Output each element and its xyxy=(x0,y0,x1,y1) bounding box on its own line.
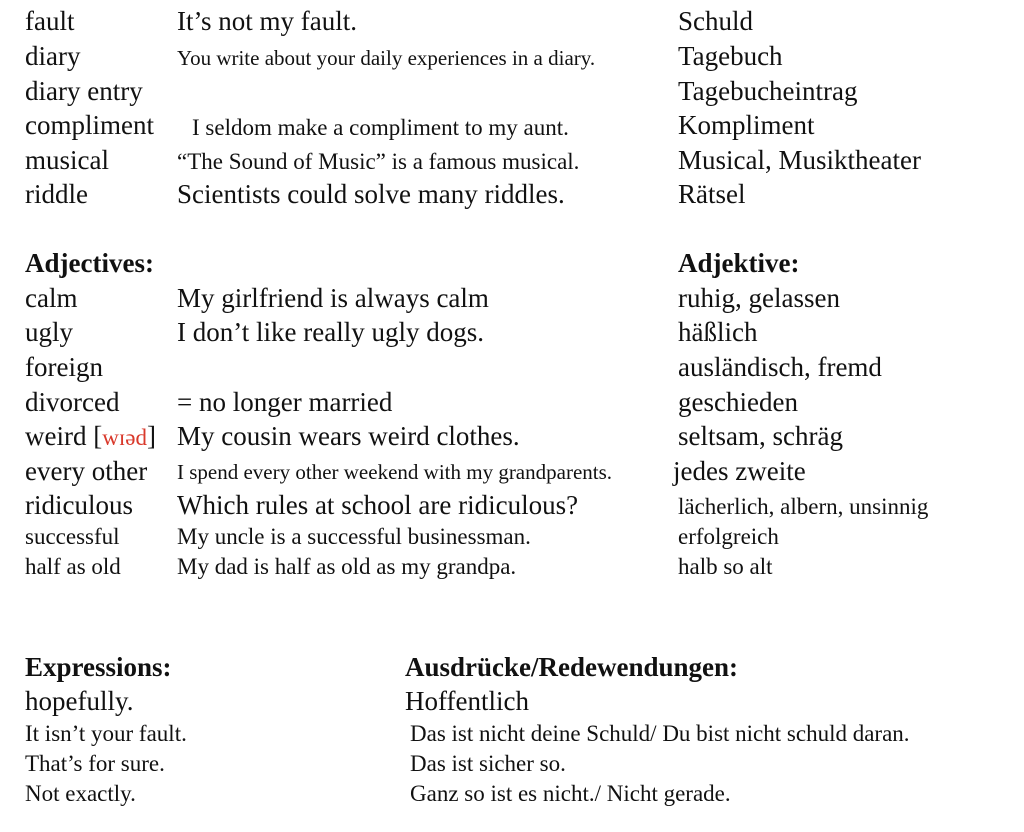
vocab-word-with-pronunciation xyxy=(25,423,156,450)
vocab-translation: ausländisch, fremd xyxy=(678,352,882,382)
vocab-word: weird xyxy=(25,421,87,451)
vocab-example: I spend every other weekend with my grandparents. xyxy=(177,460,613,484)
vocab-translation: geschieden xyxy=(678,387,798,417)
vocab-word: successful xyxy=(25,524,120,549)
vocab-example: “The Sound of Music” is a famous musical. xyxy=(177,149,580,174)
vocab-example: My uncle is a successful businessman. xyxy=(177,524,531,549)
vocab-word: fault xyxy=(25,6,75,36)
vocab-translation: ruhig, gelassen xyxy=(678,283,840,313)
vocab-example: Which rules at school are ridiculous? xyxy=(177,490,579,520)
vocab-translation: halb so alt xyxy=(678,554,773,579)
vocab-example: Scientists could solve many riddles. xyxy=(177,179,565,209)
vocab-translation: seltsam, schräg xyxy=(678,421,843,451)
expression-de: Das ist nicht deine Schuld/ Du bist nicht schuld daran. xyxy=(410,721,910,746)
vocab-example: My cousin wears weird clothes. xyxy=(177,421,520,451)
vocab-word: diary xyxy=(25,41,81,71)
expressions-heading: Expressions: xyxy=(25,652,172,682)
vocab-translation: Tagebuch xyxy=(678,41,783,71)
vocab-example: My girlfriend is always calm xyxy=(177,283,489,313)
expression-en: hopefully. xyxy=(25,686,134,716)
vocab-word: ridiculous xyxy=(25,490,133,520)
vocab-word: calm xyxy=(25,283,78,313)
vocab-example: I don’t like really ugly dogs. xyxy=(177,317,484,347)
vocab-translation: Schuld xyxy=(678,6,754,36)
vocab-word: ugly xyxy=(25,317,74,347)
pronunciation: wɪəd xyxy=(102,425,147,450)
adjectives-heading: Adjectives: xyxy=(25,248,154,278)
expression-en: That’s for sure. xyxy=(25,751,165,776)
vocab-translation: Tagebucheintrag xyxy=(678,76,858,106)
vocab-translation: erfolgreich xyxy=(678,524,779,549)
adjectives-heading-de: Adjektive: xyxy=(678,248,800,278)
vocab-example: I seldom make a compliment to my aunt. xyxy=(192,115,569,140)
vocab-example: You write about your daily experiences in a diary. xyxy=(177,46,596,70)
vocab-translation: lächerlich, albern, unsinnig xyxy=(678,494,929,519)
vocab-translation: Kompliment xyxy=(678,110,815,140)
vocab-translation: häßlich xyxy=(678,317,758,347)
vocab-translation: Rätsel xyxy=(678,179,746,209)
expression-en: It isn’t your fault. xyxy=(25,721,187,746)
expression-de: Hoffentlich xyxy=(405,686,529,716)
vocab-translation: Musical, Musiktheater xyxy=(678,145,921,175)
vocab-example: My dad is half as old as my grandpa. xyxy=(177,554,517,579)
vocab-word: every other xyxy=(25,456,148,486)
expressions-heading-de: Ausdrücke/Redewendungen: xyxy=(405,652,739,682)
vocab-word: riddle xyxy=(25,179,88,209)
vocab-example: It’s not my fault. xyxy=(177,6,357,36)
vocab-word: musical xyxy=(25,145,109,175)
vocab-word: compliment xyxy=(25,110,154,140)
pronunciation-bracket: [wɪəd] xyxy=(93,421,156,451)
expression-de: Das ist sicher so. xyxy=(410,751,566,776)
vocab-translation: jedes zweite xyxy=(673,456,806,486)
vocab-word: foreign xyxy=(25,352,103,382)
vocab-word: half as old xyxy=(25,554,121,579)
expression-en: Not exactly. xyxy=(25,781,136,806)
vocab-word: divorced xyxy=(25,387,120,417)
vocab-example: = no longer married xyxy=(177,387,393,417)
expression-de: Ganz so ist es nicht./ Nicht gerade. xyxy=(410,781,731,806)
vocab-word: diary entry xyxy=(25,76,143,106)
